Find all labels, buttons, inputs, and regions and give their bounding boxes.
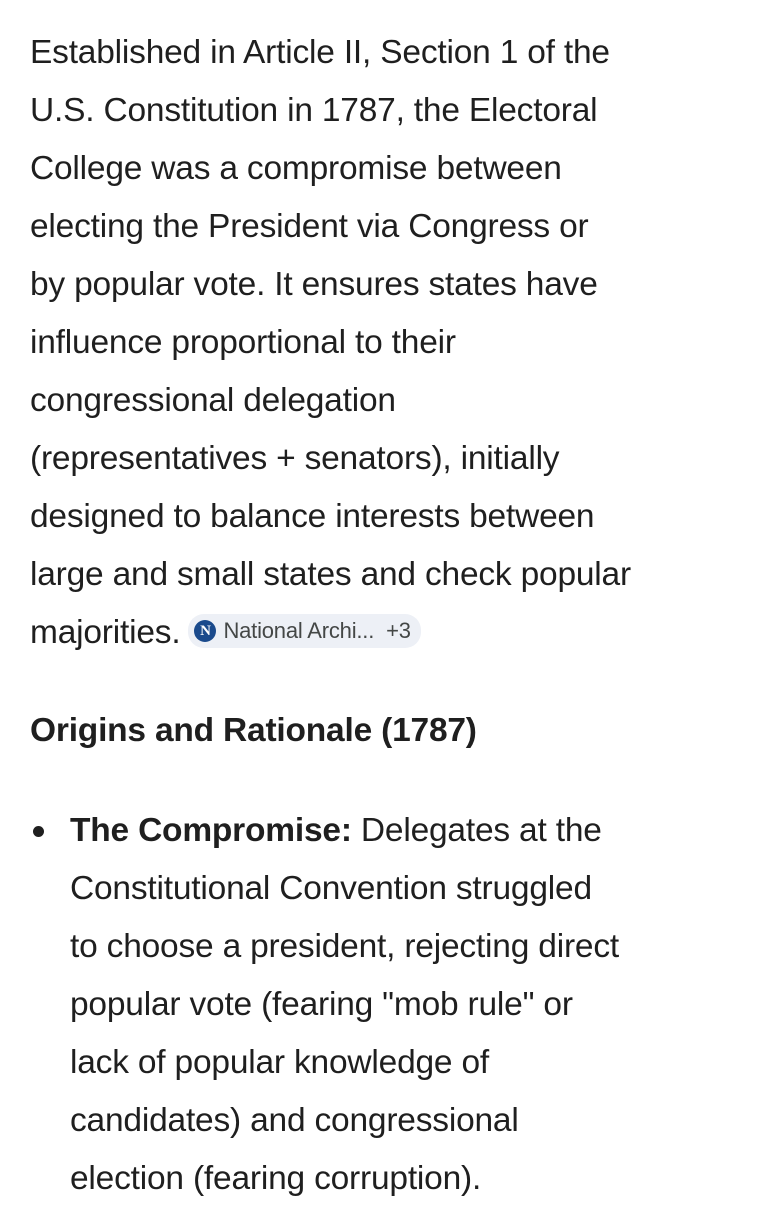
bullet-dot-icon — [33, 826, 44, 837]
source-chip-name: National Archi... — [223, 618, 375, 644]
intro-line: (representatives + senators), initially — [30, 440, 560, 477]
source-chip[interactable] — [188, 614, 420, 648]
intro-line: electing the President via Congress or — [30, 208, 589, 245]
national-archives-logo-icon: N — [194, 620, 216, 642]
list-item — [30, 802, 737, 1208]
bullet-line: lack of popular knowledge of — [70, 1044, 490, 1081]
intro-line: Established in Article II, Section 1 of the — [30, 34, 610, 71]
bullet-list — [30, 802, 737, 1208]
bullet-line — [70, 802, 737, 860]
bullet-line: to choose a president, rejecting direct — [70, 928, 619, 965]
bullet-line: Constitutional Convention struggled — [70, 870, 592, 907]
bullet-text: Delegates at the — [351, 812, 602, 849]
bullet-line: candidates) and congressional — [70, 1102, 519, 1139]
source-chip-more-count: +3 — [386, 618, 411, 644]
section-heading: Origins and Rationale (1787) — [30, 712, 477, 749]
intro-line: College was a compromise between — [30, 150, 562, 187]
bullet-term: The Compromise: — [70, 812, 352, 849]
intro-line: designed to balance interests between — [30, 498, 595, 535]
intro-paragraph — [30, 24, 737, 662]
intro-line-last — [30, 604, 737, 662]
intro-line: congressional delegation — [30, 382, 396, 419]
intro-line: large and small states and check popular — [30, 556, 631, 593]
bullet-line: popular vote (fearing "mob rule" or — [70, 986, 573, 1023]
intro-line: by popular vote. It ensures states have — [30, 266, 598, 303]
intro-line: U.S. Constitution in 1787, the Electoral — [30, 92, 598, 129]
intro-line-text: majorities. — [30, 614, 181, 651]
bullet-line: election (fearing corruption). — [70, 1160, 482, 1197]
intro-line: influence proportional to their — [30, 324, 456, 361]
